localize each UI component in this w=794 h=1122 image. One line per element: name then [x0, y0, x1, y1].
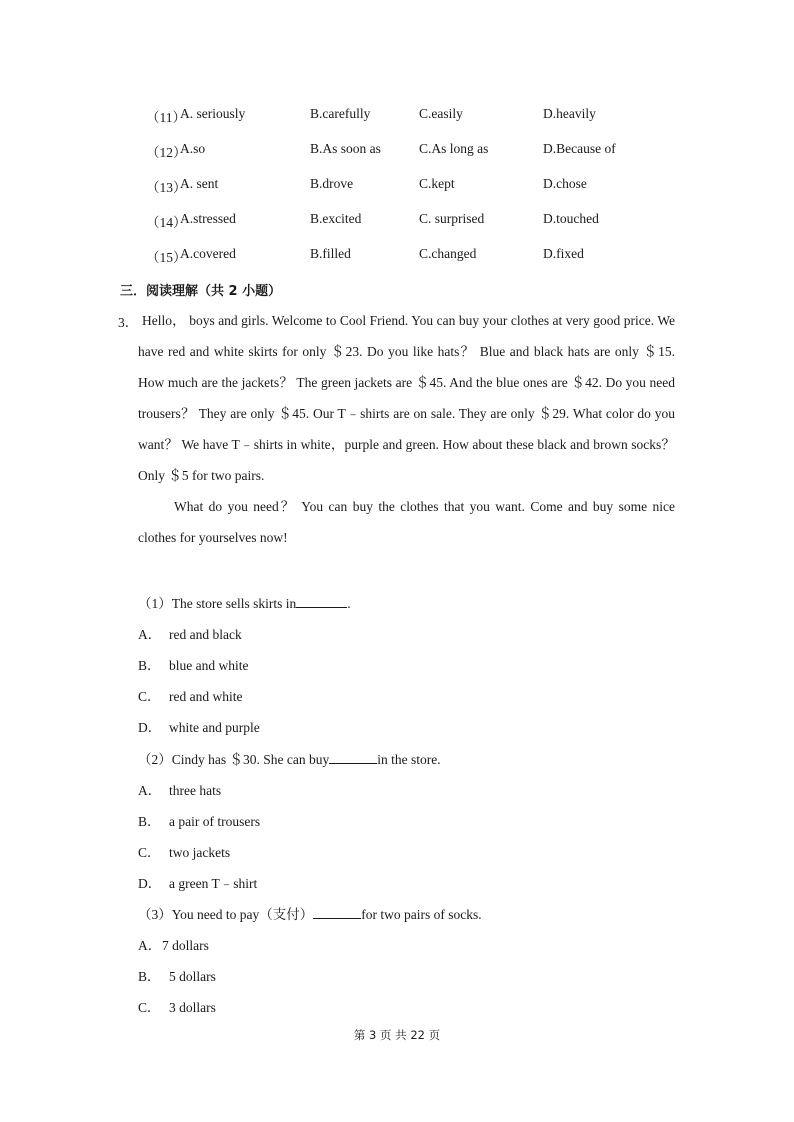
question-2-option-b — [138, 810, 260, 830]
question-1-option-a — [138, 623, 242, 643]
mc-option-b: B.filled — [310, 246, 351, 261]
option-letter: A． — [138, 938, 162, 953]
mc-option-c: C.easily — [419, 106, 463, 121]
question-3-option-c — [138, 996, 216, 1016]
option-letter: D． — [138, 720, 162, 735]
option-text: a green T﹣shirt — [169, 876, 258, 891]
mc-option-a: A.stressed — [180, 211, 236, 226]
option-letter: B． — [138, 969, 161, 984]
option-text: a pair of trousers — [169, 814, 261, 829]
mc-option-c: C.kept — [419, 176, 455, 191]
mc-number: （11） — [146, 110, 186, 125]
question-stem-text: for two pairs of socks. — [361, 907, 482, 922]
mc-option-a: A. sent — [180, 176, 219, 191]
question-stem-text: （2）Cindy has ＄30. She can buy — [138, 752, 330, 767]
mc-row-12 — [0, 141, 794, 161]
question-1-option-b — [138, 654, 248, 674]
option-text: 5 dollars — [169, 969, 216, 984]
answer-blank — [329, 750, 377, 764]
question-2-option-d — [138, 872, 257, 892]
mc-row-11 — [0, 106, 794, 126]
mc-option-b: B.carefully — [310, 106, 371, 121]
option-letter: B． — [138, 658, 161, 673]
mc-number: （13） — [146, 180, 187, 195]
mc-number: （14） — [146, 215, 187, 230]
option-text: white and purple — [169, 720, 260, 735]
passage-number: 3． — [118, 315, 139, 330]
option-text: three hats — [169, 783, 222, 798]
question-3-stem — [138, 903, 482, 923]
question-1-option-c — [138, 685, 242, 705]
question-2-option-a — [138, 779, 221, 799]
mc-option-a: A.covered — [180, 246, 236, 261]
mc-option-c: C.changed — [419, 246, 477, 261]
option-letter: A． — [138, 627, 162, 642]
mc-number: （12） — [146, 145, 187, 160]
mc-option-d: D.chose — [543, 176, 587, 191]
mc-number: （15） — [146, 250, 187, 265]
option-text: blue and white — [169, 658, 249, 673]
passage-paragraph-2: What do you need？ You can buy the clothes that you want. Come and buy some nice clothes for yourselves now! — [138, 499, 675, 545]
question-stem-text: （1）The store sells skirts in — [138, 596, 297, 611]
mc-row-14 — [0, 211, 794, 231]
option-letter: C． — [138, 1000, 161, 1015]
mc-row-13 — [0, 176, 794, 196]
question-2-option-c — [138, 841, 230, 861]
mc-row-15 — [0, 246, 794, 266]
mc-option-c: C. surprised — [419, 211, 485, 226]
option-letter: B． — [138, 814, 161, 829]
mc-option-a: A. seriously — [180, 106, 246, 121]
answer-blank — [296, 594, 347, 608]
question-1-option-d — [138, 716, 260, 736]
option-text: 7 dollars — [162, 938, 209, 953]
question-3-option-a — [138, 934, 209, 954]
answer-blank — [313, 905, 361, 919]
passage-paragraph-1: Hello， boys and girls. Welcome to Cool Friend. You can buy your clothes at very good price. We have red and white skirts for only ＄23. Do you like hats？ Blue and black hats are only ＄15. How much are the jackets？ The green jackets are ＄45. And the blue ones are ＄42. Do you need trousers？ They are only ＄45. Our T﹣shirts are on sale. They are only ＄29. What color do you want？ We have T﹣shirts in white，purple and green. How about these black and brown socks？ Only ＄5 for two pairs. — [138, 313, 675, 483]
section-title: 三．阅读理解（共 2 小题） — [120, 284, 282, 299]
mc-option-d: D.heavily — [543, 106, 596, 121]
question-stem-text: （3）You need to pay（支付） — [138, 907, 314, 922]
mc-option-b: B.excited — [310, 211, 362, 226]
question-3-option-b — [138, 965, 216, 985]
option-text: red and white — [169, 689, 243, 704]
option-text: red and black — [169, 627, 242, 642]
mc-option-d: D.touched — [543, 211, 599, 226]
option-text: two jackets — [169, 845, 231, 860]
option-letter: D． — [138, 876, 162, 891]
option-letter: C． — [138, 845, 161, 860]
question-2-stem — [138, 748, 441, 768]
option-text: 3 dollars — [169, 1000, 216, 1015]
mc-option-b: B.drove — [310, 176, 354, 191]
question-1-stem — [138, 592, 351, 612]
option-letter: A． — [138, 783, 162, 798]
question-stem-text: in the store. — [377, 752, 441, 767]
mc-option-a: A.so — [180, 141, 206, 156]
page-number-footer: 第 3 页 共 22 页 — [353, 1028, 441, 1042]
option-letter: C． — [138, 689, 161, 704]
mc-option-b: B.As soon as — [310, 141, 381, 156]
question-stem-text: . — [347, 596, 351, 611]
mc-option-d: D.fixed — [543, 246, 584, 261]
mc-option-d: D.Because of — [543, 141, 616, 156]
mc-option-c: C.As long as — [419, 141, 489, 156]
